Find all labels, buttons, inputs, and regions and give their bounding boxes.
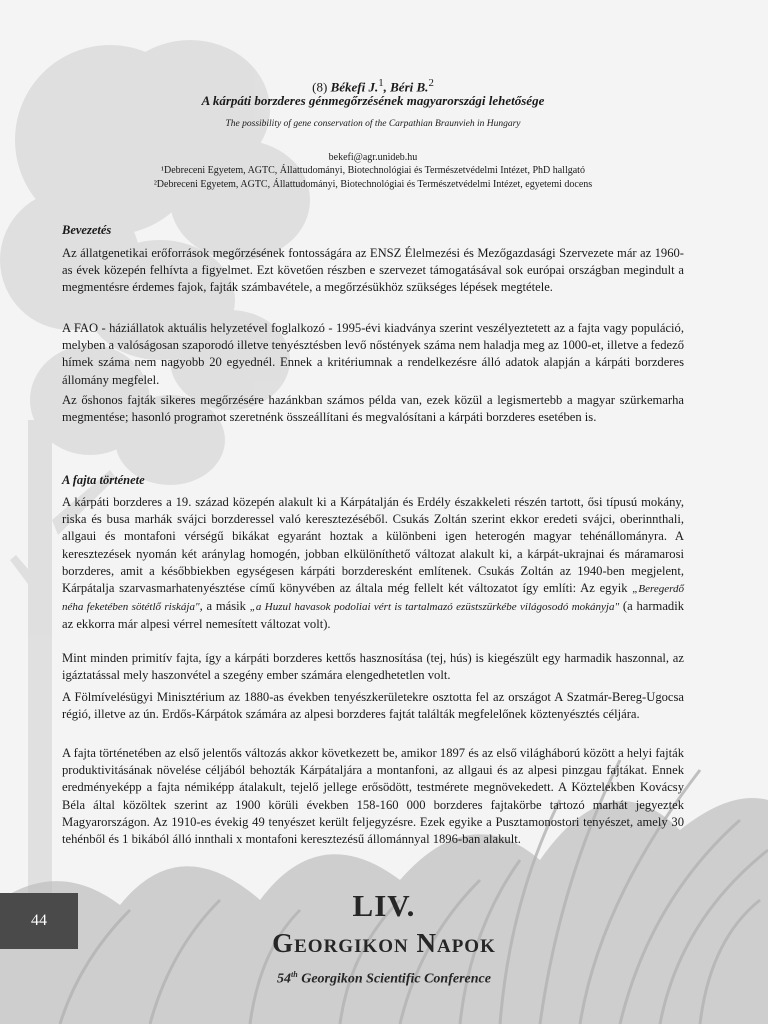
conference-subtitle: 54th Georgikon Scientific Conference bbox=[277, 970, 491, 987]
author-1-sup: 1 bbox=[378, 77, 384, 89]
history-paragraph-4: A fajta történetében az első jelentős változás akkor következett be, amikor 1897 és az első világháború között a helyi fajták produktivitásának növelése céljából behozták Kárpátaljára a montanfoni, az allgaui és az alpesi pinzgau fajtákat. Ennek eredményeképp a fajta némiképp átalakult, tejelő jellege erősödött, testmérete megnövekedett. A Köztelekben Kovácsy Béla által közöltek szerint az 1900 körüli években 158-160 000 borzderes fajtakörbe tartozó marhát jegyeztek Magyarországon. Az 1910-es évekig 49 tenyészet került feljegyzésre. Ezek egyike a Pusztamonostori tenyészet, amely 30 tehénből és 1 bikából álló innthali x montafoni keresztezésű állománnyal 1896-ban alakult. bbox=[62, 746, 684, 847]
conference-name: Georgikon Napok bbox=[272, 928, 496, 958]
author-email: bekefi@agr.unideb.hu bbox=[328, 152, 418, 163]
history-paragraph-2: Mint minden primitív fajta, így a kárpáti borzderes kettős hasznosítása (tej, hús) is kiegészült egy harmadik haszonnal, az igáztatással mely haszonvétel a szegény ember számára elengedhetetlen volt. bbox=[62, 651, 684, 683]
affiliation-2: ²Debreceni Egyetem, AGTC, Állattudományi, Biotechnológiai és Természetvédelmi Intézet, egyetemi docens bbox=[153, 179, 593, 190]
author-2: , Béri B. bbox=[383, 79, 429, 95]
history-paragraph-1: A kárpáti borzderes a 19. század közepén alakult ki a Kárpátalján és Erdély északkeleti részén tartott, ősi típusú mokány, riska és busa marhák svájci borzderessel való keresztezéséből. Csukás Zoltán szerint ekkor eredeti svájci, oberinnthali, allgaui és montafoni vérségű bikákat egyaránt hoztak a különbeni igen heterogén magyar tehénállományra. A keresztezések nyomán két aránylag homogén, jobban elkülöníthető változat alakult ki, a kárpát-ukrajnai és máramarosi borzderes, amit a későbbiekben egységesen kárpáti borzderesként említenek. Csukás Zoltán az 1940-ben megjelent, Kárpátalja szarvasmarhatenyésztése című könyvében az általa még fellelt két változatot így említi: Az egyik „Beregerdő néha feketében sötétlő riskája", a másik „a Huzul havasok podoliai vért is tartalmazó ezüstszürkébe világosodó mokányja" (a harmadik az ekkorra már alpesi vérrel nemesített változat volt). bbox=[62, 495, 685, 632]
article-title: A kárpáti borzderes génmegőrzésének magyarországi lehetősége bbox=[201, 93, 545, 108]
author-1: Békefi J. bbox=[330, 79, 379, 95]
page-number: 44 bbox=[0, 893, 78, 949]
conference-edition: LIV. bbox=[352, 888, 416, 923]
article-number: (8) bbox=[312, 79, 331, 95]
author-2-sup: 2 bbox=[428, 77, 434, 89]
section-heading-intro: Bevezetés bbox=[62, 223, 112, 237]
history-paragraph-3: A Fölmívelésügyi Minisztérium az 1880-as években tenyészkerületekre osztotta fel az országot A Szatmár-Bereg-Ugocsa régió, illetve az ún. Erdős-Kárpátok számára az alpesi borzderes fajtát találták megfelelőnek köztenyésztés céljára. bbox=[62, 690, 684, 722]
quote-riska: „Beregerdő néha feketében sötétlő riskája" bbox=[62, 583, 684, 614]
affiliation-1: ¹Debreceni Egyetem, AGTC, Állattudományi, Biotechnológiai és Természetvédelmi Intézet, PhD hallgató bbox=[161, 165, 585, 176]
quote-mokany: „a Huzul havasok podoliai vért is tartalmazó ezüstszürkébe világosodó mokányja" bbox=[249, 601, 620, 614]
section-heading-history: A fajta története bbox=[62, 473, 145, 487]
intro-paragraph-3: Az őshonos fajták sikeres megőrzésére hazánkban számos példa van, ezek közül a legismertebb a magyar szürkemarha megmentése; hasonló programot szeretnénk összeállítani és megvalósítani a kárpáti borzderes esetében is. bbox=[62, 393, 684, 425]
article-title-english: The possibility of gene conservation of the Carpathian Braunvieh in Hungary bbox=[225, 119, 521, 129]
intro-paragraph-1: Az állatgenetikai erőforrások megőrzésének fontosságára az ENSZ Élelmezési és Mezőgazdasági Szervezete már az 1960-as évek közepén felhívta a figyelmet. Ezt követően részben e szervezet támogatásával sok európai országban megindult a megmentésre érdemes fajok, fajták számbavétele, a megőrzésükhöz szükséges lépések megtétele. bbox=[62, 246, 684, 295]
intro-paragraph-2: A FAO - háziállatok aktuális helyzetével foglalkozó - 1995-évi kiadványa szerint veszélyeztetett az a fajta vagy populáció, melyben a valóságosan szaporodó illetve tenyésztésben levő nőstények száma nem haladja meg az 1000-et, illetve a fedező hímek száma nem nagyobb 20 egyednél. Ennek a kritériumnak a rendelkezésre álló adatok alapján a kárpáti borzderes állomány megfelel. bbox=[62, 321, 684, 387]
